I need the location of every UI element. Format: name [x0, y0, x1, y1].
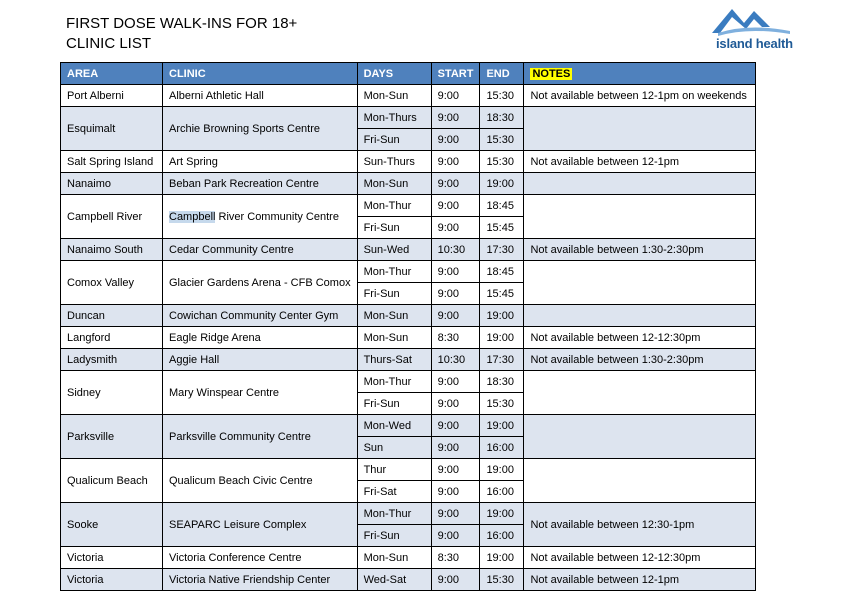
- start-cell: 9:00: [431, 503, 480, 525]
- table-header-row: [61, 63, 756, 85]
- clinic-cell: [163, 503, 358, 547]
- notes-header-label: NOTES: [532, 67, 571, 80]
- days-cell: Mon-Thur: [357, 195, 431, 217]
- end-cell: 15:30: [480, 151, 524, 173]
- days-cell: Mon-Thur: [357, 371, 431, 393]
- start-cell: 9:00: [431, 129, 480, 151]
- notes-cell: Not available between 12-12:30pm: [524, 547, 756, 569]
- start-cell: 9:00: [431, 305, 480, 327]
- end-cell: 16:00: [480, 525, 524, 547]
- days-cell: Fri-Sun: [357, 129, 431, 151]
- notes-cell: [524, 305, 756, 327]
- clinic-name: Alberni Athletic Hall: [169, 89, 264, 102]
- notes-cell: [524, 261, 756, 305]
- clinic-cell: [163, 349, 358, 371]
- clinic-name: Eagle Ridge Arena: [169, 331, 261, 344]
- days-cell: Mon-Sun: [357, 327, 431, 349]
- start-cell: 9:00: [431, 437, 480, 459]
- clinic-name: Parksville Community Centre: [169, 430, 311, 443]
- start-cell: 9:00: [431, 459, 480, 481]
- end-cell: 17:30: [480, 239, 524, 261]
- clinic-name: Art Spring: [169, 155, 218, 168]
- end-cell: 19:00: [480, 173, 524, 195]
- col-header-days: DAYS: [357, 63, 431, 85]
- table-row: [61, 327, 756, 349]
- start-cell: 8:30: [431, 547, 480, 569]
- table-row: [61, 195, 756, 217]
- start-cell: 9:00: [431, 151, 480, 173]
- end-cell: 19:00: [480, 547, 524, 569]
- start-cell: 9:00: [431, 173, 480, 195]
- notes-cell: Not available between 12-1pm on weekends: [524, 85, 756, 107]
- clinic-name: Beban Park Recreation Centre: [169, 177, 319, 190]
- days-cell: Mon-Sun: [357, 547, 431, 569]
- clinic-cell: [163, 547, 358, 569]
- area-cell: Parksville: [61, 415, 163, 459]
- start-cell: 9:00: [431, 107, 480, 129]
- end-cell: 15:30: [480, 85, 524, 107]
- clinic-name: Cowichan Community Center Gym: [169, 309, 339, 322]
- notes-cell: Not available between 1:30-2:30pm: [524, 239, 756, 261]
- notes-cell: Not available between 12-1pm: [524, 569, 756, 591]
- table-row: [61, 107, 756, 129]
- clinic-cell: [163, 173, 358, 195]
- end-cell: 18:30: [480, 371, 524, 393]
- table-row: [61, 547, 756, 569]
- start-cell: 10:30: [431, 349, 480, 371]
- days-cell: Sun-Wed: [357, 239, 431, 261]
- area-cell: Qualicum Beach: [61, 459, 163, 503]
- end-cell: 15:30: [480, 569, 524, 591]
- days-cell: Fri-Sat: [357, 481, 431, 503]
- start-cell: 8:30: [431, 327, 480, 349]
- notes-cell: [524, 107, 756, 151]
- start-cell: 9:00: [431, 569, 480, 591]
- end-cell: 16:00: [480, 437, 524, 459]
- area-cell: Langford: [61, 327, 163, 349]
- end-cell: 15:45: [480, 217, 524, 239]
- table-row: [61, 569, 756, 591]
- days-cell: Sun: [357, 437, 431, 459]
- clinic-cell: [163, 239, 358, 261]
- clinic-cell: [163, 305, 358, 327]
- start-cell: 9:00: [431, 393, 480, 415]
- start-cell: 9:00: [431, 261, 480, 283]
- start-cell: 9:00: [431, 371, 480, 393]
- clinic-name: Archie Browning Sports Centre: [169, 122, 321, 135]
- clinic-highlight: Campbell: [169, 210, 216, 223]
- end-cell: 18:45: [480, 195, 524, 217]
- start-cell: 10:30: [431, 239, 480, 261]
- col-header-clinic: CLINIC: [163, 63, 358, 85]
- table-row: [61, 173, 756, 195]
- area-cell: Duncan: [61, 305, 163, 327]
- notes-cell: [524, 371, 756, 415]
- start-cell: 9:00: [431, 525, 480, 547]
- end-cell: 17:30: [480, 349, 524, 371]
- clinic-cell: [163, 371, 358, 415]
- days-cell: Mon-Sun: [357, 305, 431, 327]
- clinic-cell: [163, 107, 358, 151]
- days-cell: Mon-Sun: [357, 85, 431, 107]
- col-header-notes: [524, 63, 756, 85]
- days-cell: Fri-Sun: [357, 283, 431, 305]
- clinic-cell: [163, 415, 358, 459]
- table-row: [61, 415, 756, 437]
- notes-cell: Not available between 1:30-2:30pm: [524, 349, 756, 371]
- clinic-cell: [163, 327, 358, 349]
- end-cell: 19:00: [480, 459, 524, 481]
- logo-text: island health: [716, 36, 793, 51]
- table-row: [61, 151, 756, 173]
- page-title: [66, 14, 297, 54]
- start-cell: 9:00: [431, 481, 480, 503]
- notes-cell: [524, 195, 756, 239]
- clinic-name: Qualicum Beach Civic Centre: [169, 474, 313, 487]
- notes-cell: [524, 459, 756, 503]
- title-line-1: FIRST DOSE WALK-INS FOR 18+: [66, 15, 298, 32]
- table-row: [61, 503, 756, 525]
- days-cell: Wed-Sat: [357, 569, 431, 591]
- clinic-cell: [163, 459, 358, 503]
- end-cell: 15:30: [480, 129, 524, 151]
- start-cell: 9:00: [431, 415, 480, 437]
- days-cell: Fri-Sun: [357, 393, 431, 415]
- end-cell: 19:00: [480, 503, 524, 525]
- end-cell: 19:00: [480, 305, 524, 327]
- days-cell: Thur: [357, 459, 431, 481]
- notes-cell: [524, 415, 756, 459]
- clinic-cell: [163, 195, 358, 239]
- notes-cell: Not available between 12-12:30pm: [524, 327, 756, 349]
- clinic-cell: [163, 85, 358, 107]
- area-cell: Nanaimo: [61, 173, 163, 195]
- end-cell: 16:00: [480, 481, 524, 503]
- end-cell: 18:45: [480, 261, 524, 283]
- clinic-cell: [163, 151, 358, 173]
- clinic-cell: [163, 261, 358, 305]
- area-cell: Campbell River: [61, 195, 163, 239]
- days-cell: Fri-Sun: [357, 525, 431, 547]
- table-row: [61, 459, 756, 481]
- end-cell: 19:00: [480, 327, 524, 349]
- table-row: [61, 371, 756, 393]
- days-cell: Mon-Thur: [357, 503, 431, 525]
- days-cell: Mon-Sun: [357, 173, 431, 195]
- end-cell: 15:30: [480, 393, 524, 415]
- days-cell: Mon-Thur: [357, 261, 431, 283]
- clinic-name: Mary Winspear Centre: [169, 386, 280, 399]
- table-row: [61, 85, 756, 107]
- days-cell: Mon-Thurs: [357, 107, 431, 129]
- area-cell: Victoria: [61, 547, 163, 569]
- title-line-2: CLINIC LIST: [66, 35, 152, 52]
- table-row: [61, 261, 756, 283]
- end-cell: 15:45: [480, 283, 524, 305]
- days-cell: Mon-Wed: [357, 415, 431, 437]
- start-cell: 9:00: [431, 283, 480, 305]
- area-cell: Sidney: [61, 371, 163, 415]
- clinic-name: Aggie Hall: [169, 353, 220, 366]
- clinic-table: [60, 62, 756, 591]
- table-row: [61, 239, 756, 261]
- clinic-name: River Community Centre: [215, 210, 339, 223]
- area-cell: Comox Valley: [61, 261, 163, 305]
- area-cell: Port Alberni: [61, 85, 163, 107]
- notes-cell: Not available between 12-1pm: [524, 151, 756, 173]
- area-cell: Salt Spring Island: [61, 151, 163, 173]
- start-cell: 9:00: [431, 195, 480, 217]
- end-cell: 18:30: [480, 107, 524, 129]
- area-cell: Victoria: [61, 569, 163, 591]
- area-cell: Ladysmith: [61, 349, 163, 371]
- notes-cell: Not available between 12:30-1pm: [524, 503, 756, 547]
- table-row: [61, 349, 756, 371]
- start-cell: 9:00: [431, 217, 480, 239]
- col-header-start: START: [431, 63, 480, 85]
- area-cell: Sooke: [61, 503, 163, 547]
- start-cell: 9:00: [431, 85, 480, 107]
- clinic-cell: [163, 569, 358, 591]
- col-header-end: END: [480, 63, 524, 85]
- notes-cell: [524, 173, 756, 195]
- days-cell: Thurs-Sat: [357, 349, 431, 371]
- days-cell: Sun-Thurs: [357, 151, 431, 173]
- clinic-name: Cedar Community Centre: [169, 243, 294, 256]
- end-cell: 19:00: [480, 415, 524, 437]
- clinic-name: Glacier Gardens Arena - CFB Comox: [169, 276, 351, 289]
- col-header-area: AREA: [61, 63, 163, 85]
- days-cell: Fri-Sun: [357, 217, 431, 239]
- area-cell: Nanaimo South: [61, 239, 163, 261]
- area-cell: Esquimalt: [61, 107, 163, 151]
- clinic-name: Victoria Native Friendship Center: [169, 573, 331, 586]
- table-row: [61, 305, 756, 327]
- clinic-name: SEAPARC Leisure Complex: [169, 518, 307, 531]
- clinic-name: Victoria Conference Centre: [169, 551, 302, 564]
